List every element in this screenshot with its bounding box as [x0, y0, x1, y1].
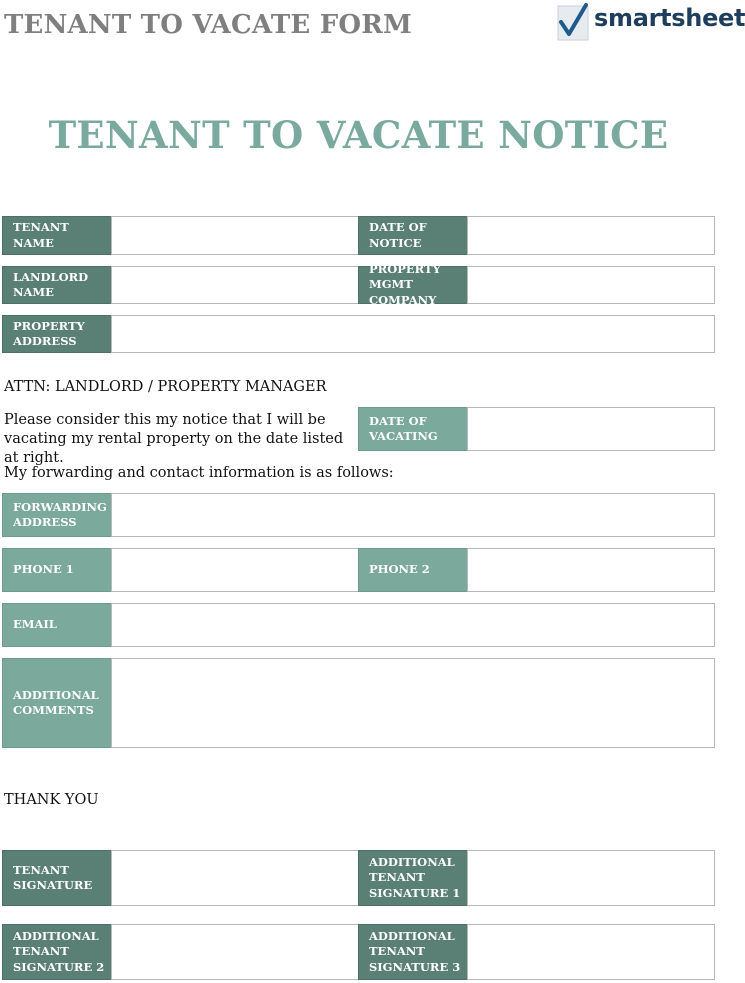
tenant-signature-field[interactable]	[111, 850, 359, 906]
landlord-name-field[interactable]	[111, 266, 359, 304]
additional-comments-label: ADDITIONAL COMMENTS	[2, 658, 112, 748]
thank-you-text: THANK YOU	[4, 792, 99, 808]
phone-2-field[interactable]	[467, 548, 715, 592]
property-address-field[interactable]	[111, 315, 715, 353]
phone-2-label: PHONE 2	[358, 548, 468, 592]
form-title: TENANT TO VACATE FORM	[4, 10, 412, 40]
notice-title: TENANT TO VACATE NOTICE	[48, 113, 669, 157]
additional-comments-field[interactable]	[111, 658, 715, 748]
forwarding-intro-text: My forwarding and contact information is as follows:	[4, 465, 394, 481]
phone-1-label: PHONE 1	[2, 548, 112, 592]
additional-tenant-signature-3-label: ADDITIONAL TENANT SIGNATURE 3	[358, 924, 468, 980]
email-label: EMAIL	[2, 603, 112, 647]
additional-tenant-signature-2-field[interactable]	[111, 924, 359, 980]
landlord-name-label: LANDLORD NAME	[2, 266, 112, 304]
date-of-notice-label: DATE OF NOTICE	[358, 216, 468, 255]
date-of-vacating-field[interactable]	[467, 407, 715, 451]
date-of-vacating-label: DATE OF VACATING	[358, 407, 468, 451]
smartsheet-logo	[556, 0, 745, 44]
property-mgmt-company-label: PROPERTY MGMT COMPANY	[358, 266, 468, 304]
forwarding-address-field[interactable]	[111, 493, 715, 537]
property-mgmt-company-field[interactable]	[467, 266, 715, 304]
tenant-name-field[interactable]	[111, 216, 359, 255]
additional-tenant-signature-1-field[interactable]	[467, 850, 715, 906]
notice-body-text: Please consider this my notice that I will be vacating my rental property on the date listed at right.	[4, 412, 344, 466]
phone-1-field[interactable]	[111, 548, 359, 592]
forwarding-address-label: FORWARDING ADDRESS	[2, 493, 112, 537]
checkmark-logo-icon	[556, 2, 592, 44]
email-field[interactable]	[111, 603, 715, 647]
additional-tenant-signature-1-label: ADDITIONAL TENANT SIGNATURE 1	[358, 850, 468, 906]
additional-tenant-signature-3-field[interactable]	[467, 924, 715, 980]
additional-tenant-signature-2-label: ADDITIONAL TENANT SIGNATURE 2	[2, 924, 112, 980]
date-of-notice-field[interactable]	[467, 216, 715, 255]
attn-line: ATTN: LANDLORD / PROPERTY MANAGER	[4, 379, 327, 395]
property-address-label: PROPERTY ADDRESS	[2, 315, 112, 353]
logo-text: smartsheet	[594, 4, 745, 32]
tenant-signature-label: TENANT SIGNATURE	[2, 850, 112, 906]
tenant-name-label: TENANT NAME	[2, 216, 112, 255]
